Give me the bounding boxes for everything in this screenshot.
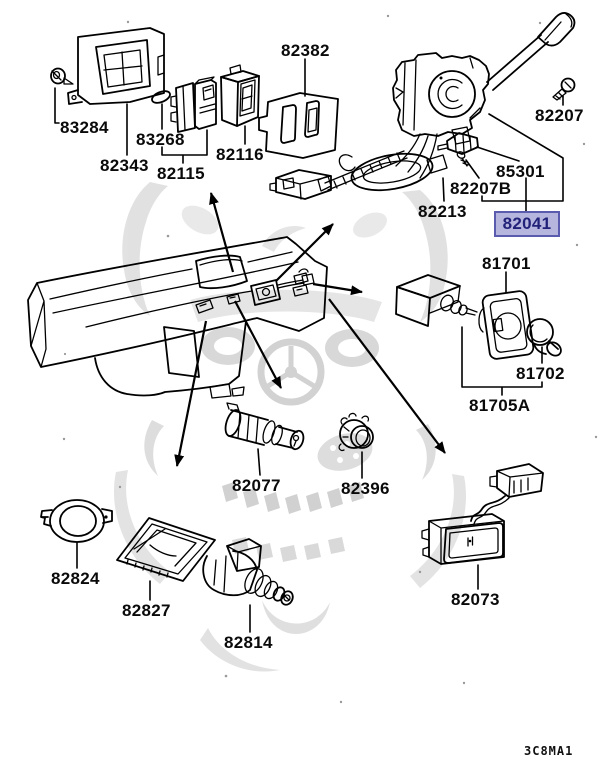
part-label-82115: 82115 [157,164,205,183]
part-label-81705A: 81705A [469,396,531,415]
part-label-82207: 82207 [535,106,584,125]
instrument-panel-drawing [28,237,327,398]
plate-82382-drawing [259,93,338,158]
clip-83268-drawing [150,89,171,105]
part-label-82077: 82077 [232,476,281,495]
part-label-82814: 82814 [224,633,273,652]
connector-82213-drawing [270,170,331,199]
switch-82116-drawing [221,65,259,126]
housing-82343-drawing [68,28,164,104]
figure-code: 3C8MA1 [524,744,574,758]
part-label-82207B: 82207B [450,179,512,198]
part-label-82213: 82213 [418,202,467,221]
part-label-83284: 83284 [60,118,109,137]
part-label-81701: 81701 [482,254,531,273]
bezel-81701-drawing [479,290,534,360]
part-label-81702: 81702 [516,364,565,383]
part-label-83268: 83268 [136,130,185,149]
part-label-82382: 82382 [281,41,330,60]
clamp-82824-drawing [41,500,112,542]
part-label-82343: 82343 [100,156,149,175]
screw-83284-drawing [51,69,73,85]
part-label-82073: 82073 [451,590,500,609]
ignition-cylinder-82077-drawing [223,403,306,451]
switch-82115-drawing [171,77,216,132]
part-label-85301: 85301 [496,162,545,181]
part-label-82824: 82824 [51,569,100,588]
part-label-82827: 82827 [122,601,171,620]
part-label-82041-selected[interactable]: 82041 [494,211,560,237]
part-label-82396: 82396 [341,479,390,498]
part-label-82116: 82116 [216,145,264,164]
